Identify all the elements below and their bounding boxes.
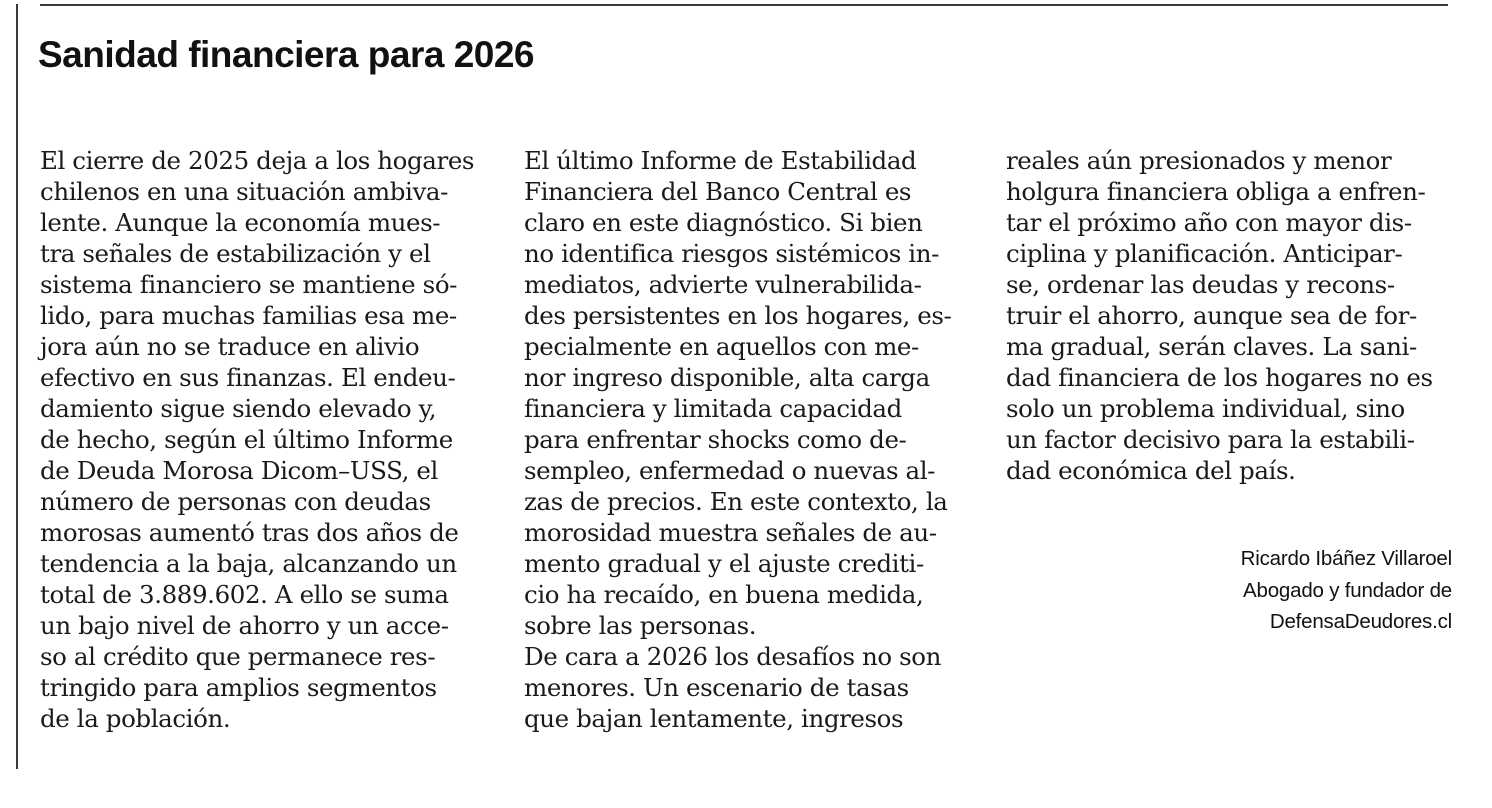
body-text-line: damiento sigue siendo elevado y, — [40, 394, 437, 423]
body-text-line: nor ingreso disponible, alta carga — [524, 363, 930, 392]
body-text-line: holgura financiera obliga a enfren- — [1006, 177, 1426, 206]
body-text-line: chilenos en una situación ambiva- — [40, 177, 448, 206]
body-column-1 — [40, 145, 488, 734]
body-text-line: efectivo en sus finanzas. El endeu- — [40, 363, 456, 392]
body-text-line: que bajan lentamente, ingresos — [524, 704, 904, 733]
body-text-line: de la población. — [40, 704, 231, 733]
body-text-line: ma gradual, serán claves. La sani- — [1006, 332, 1417, 361]
left-column-rule — [16, 4, 18, 769]
body-text-line: un bajo nivel de ahorro y un acce- — [40, 611, 449, 640]
body-text-line: mediatos, advierte vulnerabilida- — [524, 270, 922, 299]
body-text-line: truir el ahorro, aunque sea de for- — [1006, 301, 1417, 330]
top-rule — [40, 4, 1448, 6]
body-text-line: no identifica riesgos sistémicos in- — [524, 239, 939, 268]
author-signature — [1241, 543, 1452, 638]
body-text-line: sobre las personas. — [524, 611, 757, 640]
body-text-line: tra señales de estabilización y el — [40, 239, 431, 268]
author-role: Abogado y fundador de — [1243, 578, 1452, 602]
body-text-line: para enfrentar shocks como de- — [524, 425, 907, 454]
body-text-line: morosas aumentó tras dos años de — [40, 518, 459, 547]
body-text-line: cio ha recaído, en buena medida, — [524, 580, 924, 609]
body-text-line: morosidad muestra señales de au- — [524, 518, 937, 547]
body-text-line: sistema financiero se mantiene só- — [40, 270, 458, 299]
body-text-line: Financiera del Banco Central es — [524, 177, 912, 206]
body-text-line: dad financiera de los hogares no es — [1006, 363, 1433, 392]
body-text-line: zas de precios. En este contexto, la — [524, 487, 948, 516]
body-text-line: número de personas con deudas — [40, 487, 431, 516]
article-headline: Sanidad financiera para 2026 — [38, 34, 535, 75]
body-text-line: pecialmente en aquellos con me- — [524, 332, 919, 361]
body-text-line: tendencia a la baja, alcanzando un — [40, 549, 457, 578]
body-text-line: mento gradual y el ajuste crediti- — [524, 549, 924, 578]
body-text-line: total de 3.889.602. A ello se suma — [40, 580, 449, 609]
body-text-line: reales aún presionados y menor — [1006, 146, 1392, 175]
body-text-line: El último Informe de Estabilidad — [524, 146, 917, 175]
body-text-line: se, ordenar las deudas y recons- — [1006, 270, 1395, 299]
body-text-line: financiera y limitada capacidad — [524, 394, 902, 423]
body-text-line: lido, para muchas familias esa me- — [40, 301, 457, 330]
body-text-line: sempleo, enfermedad o nuevas al- — [524, 456, 936, 485]
body-text-line: ciplina y planificación. Anticipar- — [1006, 239, 1403, 268]
body-text-line: claro en este diagnóstico. Si bien — [524, 208, 923, 237]
body-text-line: jora aún no se traduce en alivio — [40, 332, 420, 361]
body-text-line: de hecho, según el último Informe — [40, 425, 453, 454]
body-text-line: tar el próximo año con mayor dis- — [1006, 208, 1412, 237]
body-column-2 — [524, 145, 972, 734]
author-organization: DefensaDeudores.cl — [1269, 610, 1452, 633]
body-text-line: dad económica del país. — [1006, 456, 1296, 485]
body-text-line: El cierre de 2025 deja a los hogares — [40, 146, 475, 175]
body-text-line: un factor decisivo para la estabili- — [1006, 425, 1415, 454]
body-text-line: menores. Un escenario de tasas — [524, 673, 909, 702]
body-text-line: lente. Aunque la economía mues- — [40, 208, 441, 237]
body-text-line: so al crédito que permanece res- — [40, 642, 436, 671]
body-text-line: tringido para amplios segmentos — [40, 673, 437, 702]
body-column-3 — [1006, 145, 1466, 486]
body-text-line: De cara a 2026 los desafíos no son — [524, 642, 942, 671]
body-text-line: des persistentes en los hogares, es- — [524, 301, 952, 330]
author-name: Ricardo Ibáñez Villaroel — [1240, 547, 1452, 570]
body-text-line: de Deuda Morosa Dicom–USS, el — [40, 456, 438, 485]
body-text-line: solo un problema individual, sino — [1006, 394, 1405, 423]
